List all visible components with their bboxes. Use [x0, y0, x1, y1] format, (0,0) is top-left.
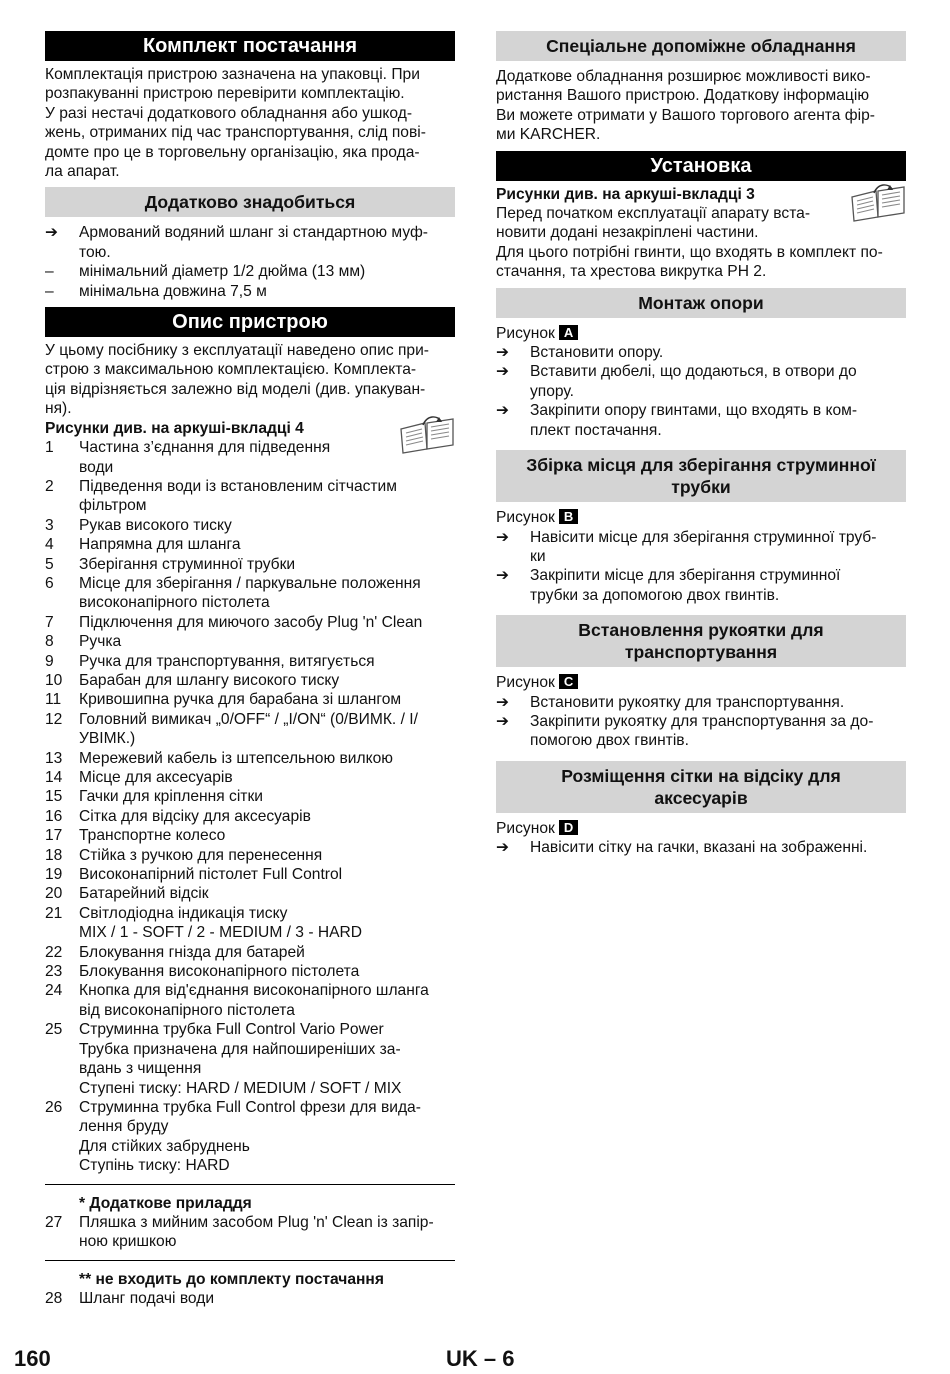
item-text	[530, 693, 906, 712]
bullet-marker: –	[45, 263, 54, 281]
item-text-line: Сітка для відсіку для аксесуарів	[79, 807, 311, 825]
item-number: 6	[45, 574, 54, 592]
list-item	[45, 555, 455, 574]
item-text-line: Пляшка з мийним засобом Plug 'n' Clean із запір-	[79, 1213, 434, 1231]
item-text-line: Навісити сітку на гачки, вказані на зображенні.	[530, 839, 868, 857]
item-text-line: помогою двох гвинтів.	[530, 732, 689, 750]
subsection-title-line: транспортування	[624, 642, 778, 663]
item-text-line: Стійка з ручкою для перенесення	[79, 846, 323, 864]
section-title-special: Спеціальне допоміжне обладнання	[496, 31, 906, 61]
item-text-line: Ступінь тиску: HARD	[79, 1157, 230, 1175]
list-item	[45, 223, 455, 262]
install-figures-block	[496, 185, 906, 243]
item-text	[79, 865, 455, 884]
bullet-marker: ➔	[496, 344, 510, 362]
item-number: 10	[45, 671, 63, 689]
item-text	[79, 1213, 455, 1252]
not-included-heading: ** не входить до комплекту постачання	[79, 1270, 384, 1288]
figure-letter-badge: C	[559, 674, 578, 689]
language-page-label: UK – 6	[446, 1346, 515, 1371]
item-number: 7	[45, 613, 54, 631]
item-text	[530, 362, 906, 401]
item-text	[530, 566, 906, 605]
subsection-title-line: Монтаж опори	[638, 292, 764, 313]
item-number: 19	[45, 866, 63, 884]
install-paragraph-2: Для цього потрібні гвинти, що входять в комплект по- стачання, та хрестова викрутка PH 2.	[496, 243, 883, 281]
accessory-list	[45, 1213, 455, 1252]
list-item	[45, 807, 455, 826]
item-number: 9	[45, 652, 54, 670]
figure-word: Рисунок	[496, 674, 555, 692]
item-text-line: Барабан для шлангу високого тиску	[79, 671, 340, 689]
item-text-line: Зберігання струминної трубки	[79, 555, 296, 573]
section-title-supply: Комплект постачання	[45, 31, 455, 61]
section-title-needed: Додатково знадобиться	[45, 187, 455, 217]
list-item	[496, 362, 906, 401]
list-item	[45, 826, 455, 845]
bullet-marker: –	[45, 282, 54, 300]
list-item	[45, 710, 455, 749]
list-item	[45, 1289, 455, 1308]
bullet-marker: ➔	[496, 363, 510, 381]
item-text-line: Високонапірний пістолет Full Control	[79, 866, 343, 884]
list-item	[45, 904, 455, 943]
item-text-line: Блокування високонапірного пістолета	[79, 963, 360, 981]
parts-list	[45, 438, 455, 1175]
subsection-title-line: трубки	[671, 477, 731, 498]
list-item	[45, 1213, 455, 1252]
figure-reference	[496, 508, 906, 527]
item-text-line: Трубка призначена для найпоширеніших за-	[79, 1040, 401, 1058]
item-number: 14	[45, 769, 63, 786]
item-text-line: Гачки для кріплення сітки	[79, 788, 263, 806]
figure-letter-badge: B	[559, 509, 578, 524]
special-paragraph: Додаткове обладнання розширює можливості вико- ристання Вашого пристрою. Додаткову інформацію Ви можете отримати у Вашого торгового агента фір- ми KARCHER.	[496, 68, 875, 144]
item-number: 25	[45, 1021, 63, 1039]
list-item	[496, 528, 906, 567]
list-item	[45, 1020, 455, 1098]
item-number: 1	[45, 439, 54, 457]
description-paragraph: У цьому посібнику з експлуатації наведено опис при- строю з максимальною комплектацією. Комплекта- ція відрізняється залежно від моделі (див. упакуван- ня).	[45, 342, 429, 418]
bullet-marker: ➔	[45, 224, 59, 242]
item-text	[530, 528, 906, 567]
item-text	[530, 712, 906, 751]
item-number: 12	[45, 710, 63, 728]
list-item	[45, 632, 455, 651]
item-text-line: ною кришкою	[79, 1233, 177, 1251]
bullet-marker: ➔	[496, 693, 510, 711]
bullet-marker: ➔	[496, 839, 510, 857]
item-text-line: мінімальний діаметр 1/2 дюйма (13 мм)	[79, 263, 366, 281]
item-text	[79, 710, 455, 749]
item-text	[530, 343, 906, 362]
item-number: 5	[45, 555, 54, 573]
item-text	[79, 282, 455, 301]
item-text-line: Частина з’єднання для підведення	[79, 439, 331, 457]
list-item	[45, 477, 455, 516]
list-item	[45, 262, 455, 281]
item-text	[79, 652, 455, 671]
figure-word: Рисунок	[496, 509, 555, 527]
item-text-line: від високонапірного пістолета	[79, 1001, 295, 1019]
item-text-line: води	[79, 458, 114, 476]
subsection-title-line: Збірка місця для зберігання струминної	[526, 455, 876, 476]
item-text	[79, 262, 455, 281]
item-text	[530, 838, 906, 857]
item-text-line: лення бруду	[79, 1118, 169, 1136]
item-number: 2	[45, 477, 54, 495]
item-text	[79, 981, 455, 1020]
item-text-line: MIX / 1 - SOFT / 2 - MEDIUM / 3 - HARD	[79, 924, 363, 942]
figure-letter-badge: A	[559, 325, 578, 340]
item-text-line: плект постачання.	[530, 421, 662, 439]
figures-note: Рисунки див. на аркуші-вкладці 3	[496, 185, 755, 203]
item-text	[79, 787, 455, 806]
not-included-heading-row	[45, 1270, 455, 1289]
item-text	[79, 1289, 455, 1308]
install-subsections	[496, 288, 906, 864]
item-text	[79, 555, 455, 574]
left-column	[45, 31, 455, 1309]
item-text	[79, 632, 455, 651]
item-text-line: УВІМК.)	[79, 730, 136, 748]
item-text-line: упору.	[530, 382, 574, 400]
list-item	[496, 401, 906, 440]
figure-reference	[496, 819, 906, 838]
item-text-line: Напрямна для шланга	[79, 536, 241, 554]
item-text-line: трубки за допомогою двох гвинтів.	[530, 586, 780, 604]
list-item	[45, 438, 455, 477]
figures-note: Рисунки див. на аркуші-вкладці 4	[45, 419, 304, 437]
item-text-line: Рукав високого тиску	[79, 516, 232, 534]
bullet-marker: ➔	[496, 712, 510, 730]
list-item	[45, 574, 455, 613]
list-item	[45, 652, 455, 671]
item-number: 16	[45, 807, 63, 825]
list-item	[45, 846, 455, 865]
item-text	[79, 962, 455, 981]
figure-word: Рисунок	[496, 819, 555, 837]
item-text	[79, 223, 455, 262]
figures-note-block	[45, 419, 455, 438]
item-text	[79, 846, 455, 865]
list-item	[496, 838, 906, 857]
figure-word: Рисунок	[496, 324, 555, 342]
item-text	[79, 613, 455, 632]
section-title-description: Опис пристрою	[45, 307, 455, 337]
divider	[45, 1184, 455, 1185]
item-text	[79, 826, 455, 845]
steps-list	[496, 343, 906, 440]
item-text-line: Блокування гнізда для батарей	[79, 943, 305, 961]
item-text	[79, 1020, 455, 1098]
item-text-line: Мережевий кабель із штепсельною вилкою	[79, 749, 393, 767]
item-text-line: Шланг подачі води	[79, 1290, 215, 1308]
list-item	[45, 1098, 455, 1176]
item-text-line: Транспортне колесо	[79, 827, 226, 845]
bullet-marker: ➔	[496, 528, 510, 546]
item-text-line: Батарейний відсік	[79, 885, 209, 903]
list-item	[45, 516, 455, 535]
subsection-title	[496, 288, 906, 318]
list-item	[45, 787, 455, 806]
supply-paragraph: Комплектація пристрою зазначена на упаковці. При розпакуванні пристрою перевірити комплектацію. У разі нестачі додаткового обладнання або ушкод- жень, отриманих під час транспортування, слід пові- домте про це в торговельну організацію, яка прода- ла апарат.	[45, 66, 426, 181]
open-book-icon	[848, 183, 908, 223]
list-item	[45, 749, 455, 768]
item-text-line: Закріпити місце для зберігання струминної	[530, 567, 841, 585]
item-text-line: Закріпити рукоятку для транспортування за до-	[530, 712, 874, 730]
item-text	[79, 807, 455, 826]
item-number: 26	[45, 1098, 63, 1116]
item-number: 20	[45, 885, 63, 903]
item-number: 8	[45, 633, 54, 651]
item-number: 15	[45, 788, 63, 806]
item-text-line: Головний вимикач „0/OFF“ / „I/ON“ (0/ВИМК. / I/	[79, 710, 418, 728]
item-number: 24	[45, 982, 63, 1000]
divider	[45, 1260, 455, 1261]
item-text	[79, 535, 455, 554]
subsection-title	[496, 450, 906, 502]
steps-list	[496, 838, 906, 857]
section-title-install: Установка	[496, 151, 906, 181]
list-item	[45, 962, 455, 981]
item-number: 22	[45, 943, 63, 961]
steps-list	[496, 693, 906, 751]
open-book-icon	[397, 415, 457, 455]
item-text	[79, 768, 455, 787]
item-text	[79, 943, 455, 962]
list-item	[45, 671, 455, 690]
right-column	[496, 31, 906, 864]
list-item	[45, 865, 455, 884]
subsection-title	[496, 615, 906, 667]
item-text-line: Закріпити опору гвинтами, що входять в ком-	[530, 402, 858, 420]
item-text-line: фільтром	[79, 497, 147, 515]
item-text-line: Світлодіодна індикація тиску	[79, 904, 288, 922]
item-text-line: Ручка для транспортування, витягується	[79, 652, 375, 670]
item-text-line: Встановити рукоятку для транспортування.	[530, 693, 845, 711]
not-included-list	[45, 1289, 455, 1308]
item-text-line: Підведення води із встановленим сітчастим	[79, 477, 397, 495]
list-item	[45, 282, 455, 301]
list-item	[45, 943, 455, 962]
item-text	[79, 749, 455, 768]
list-item	[496, 566, 906, 605]
figure-letter-badge: D	[559, 820, 578, 835]
item-text-line: Місце для зберігання / паркувальне положення	[79, 574, 421, 592]
item-text-line: Встановити опору.	[530, 344, 664, 362]
item-text-line: Армований водяний шланг зі стандартною муф-	[79, 224, 428, 242]
item-text-line: Кнопка для від'єднання високонапірного шланга	[79, 982, 429, 1000]
page-number: 160	[14, 1346, 51, 1371]
item-text-line: Кривошипна ручка для барабана зі шлангом	[79, 691, 402, 709]
item-text-line: Місце для аксесуарів	[79, 769, 233, 786]
subsection-title-line: аксесуарів	[654, 787, 748, 808]
item-text	[79, 690, 455, 709]
item-number: 4	[45, 536, 54, 554]
steps-list	[496, 528, 906, 606]
item-text	[79, 671, 455, 690]
item-text	[79, 1098, 455, 1176]
list-item	[496, 712, 906, 751]
bullet-marker: ➔	[496, 567, 510, 585]
item-number: 21	[45, 904, 63, 922]
list-item	[496, 343, 906, 362]
item-number: 27	[45, 1213, 63, 1231]
item-text-line: Ручка	[79, 633, 122, 651]
item-text-line: тою.	[79, 243, 111, 261]
item-text-line: Для стійких забруднень	[79, 1137, 250, 1155]
item-number: 18	[45, 846, 63, 864]
item-text-line: високонапірного пістолета	[79, 594, 270, 612]
item-text	[79, 884, 455, 903]
accessory-heading: * Додаткове приладдя	[79, 1194, 252, 1212]
figure-reference	[496, 324, 906, 343]
needed-list	[45, 223, 455, 301]
item-text-line: Струминна трубка Full Control фрези для вида-	[79, 1098, 421, 1116]
list-item	[45, 690, 455, 709]
list-item	[45, 768, 455, 787]
item-text	[530, 401, 906, 440]
item-number: 23	[45, 963, 63, 981]
item-number: 3	[45, 516, 54, 534]
item-text	[79, 904, 455, 943]
item-text-line: Підключення для миючого засобу Plug 'n' Clean	[79, 613, 423, 631]
subsection-title-line: Встановлення рукоятки для	[578, 620, 824, 641]
item-text	[79, 477, 455, 516]
item-text-line: вдань з чищення	[79, 1060, 202, 1078]
item-text-line: Навісити місце для зберігання струминної труб-	[530, 528, 877, 546]
item-text	[79, 574, 455, 613]
item-text-line: Струминна трубка Full Control Vario Power	[79, 1021, 384, 1039]
item-number: 13	[45, 749, 63, 767]
subsection-title	[496, 761, 906, 813]
item-text	[79, 516, 455, 535]
item-number: 28	[45, 1290, 63, 1308]
item-number: 11	[45, 691, 62, 709]
item-text-line: Вставити дюбелі, що додаються, в отвори до	[530, 363, 857, 381]
bullet-marker: ➔	[496, 402, 510, 420]
item-text-line: Ступені тиску: HARD / MEDIUM / SOFT / MIX	[79, 1079, 402, 1097]
item-number: 17	[45, 827, 63, 845]
accessory-heading-row	[45, 1194, 455, 1213]
list-item	[496, 693, 906, 712]
list-item	[45, 884, 455, 903]
item-text-line: ки	[530, 547, 546, 565]
list-item	[45, 981, 455, 1020]
item-text-line: мінімальна довжина 7,5 м	[79, 282, 267, 300]
list-item	[45, 535, 455, 554]
subsection-title-line: Розміщення сітки на відсіку для	[561, 765, 841, 786]
figure-reference	[496, 673, 906, 692]
install-paragraph-1: Перед початком експлуатації апарату вста- новити додані незакріплені частини.	[496, 205, 811, 242]
list-item	[45, 613, 455, 632]
